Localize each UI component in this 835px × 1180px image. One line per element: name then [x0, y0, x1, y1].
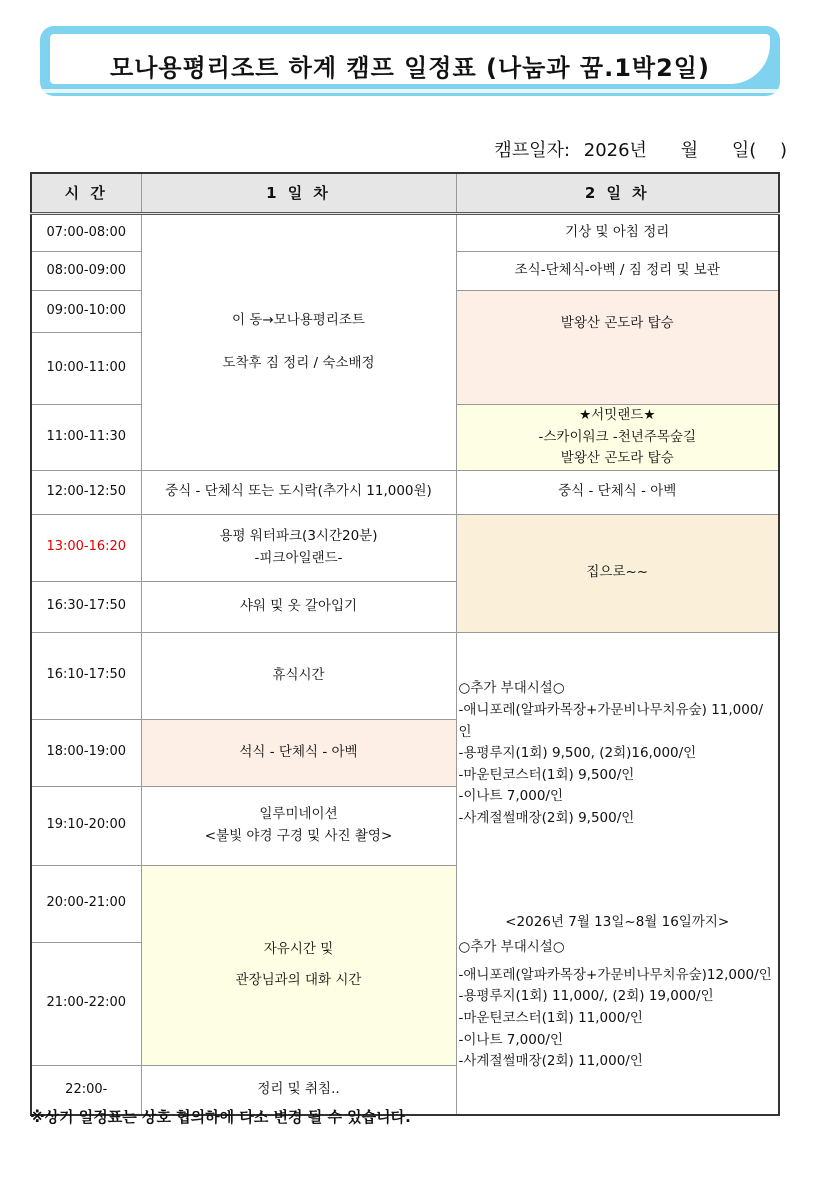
- day2-summit-line2: -스카이워크 -천년주목숲길: [538, 428, 696, 445]
- facility1-item: -마운틴코스터(1회) 9,500/인: [458, 766, 635, 783]
- day2-lunch: 중식 - 단체식 - 아벡: [456, 470, 779, 514]
- time-cell: 09:00-10:00: [31, 291, 141, 333]
- day1-move-line1: 이 동→모나용평리조트: [232, 311, 365, 328]
- table-row: [31, 214, 779, 252]
- facility1-item: -사계절썰매장(2회) 9,500/인: [458, 809, 635, 826]
- day2-summit: [456, 405, 779, 471]
- time-cell: 07:00-08:00: [31, 214, 141, 252]
- day2-facilities: [456, 632, 779, 1115]
- day2-home: 집으로~~: [456, 514, 779, 632]
- time-cell-highlight: 13:00-16:20: [31, 514, 141, 581]
- day1-move-line2: 도착후 짐 정리 / 숙소배정: [222, 355, 375, 372]
- day1-waterpark-line2: -피크아일랜드-: [254, 549, 343, 566]
- header-day2: 2 일 차: [456, 173, 779, 214]
- banner-stripe: [40, 89, 780, 93]
- time-cell: 22:00-: [31, 1065, 141, 1115]
- day1-waterpark: [141, 514, 456, 581]
- day1-free-line2: 관장님과의 대화 시간: [235, 972, 362, 989]
- time-cell: 16:30-17:50: [31, 581, 141, 632]
- time-cell: 11:00-11:30: [31, 405, 141, 471]
- facility2-title: ○추가 부대시설○: [458, 939, 565, 956]
- header-time: 시 간: [31, 173, 141, 214]
- facility-period: <2026년 7월 13일~8월 16일까지>: [505, 913, 730, 930]
- day1-rest: 휴식시간: [141, 632, 456, 719]
- table-row: [31, 514, 779, 581]
- facility2-item: -이나트 7,000/인: [458, 1031, 564, 1048]
- header-day1: 1 일 차: [141, 173, 456, 214]
- table-row: [31, 470, 779, 514]
- time-cell: 16:10-17:50: [31, 632, 141, 719]
- header-row: [31, 173, 779, 214]
- schedule-table: [30, 172, 780, 1116]
- time-cell: 10:00-11:00: [31, 333, 141, 405]
- day1-sleep: 정리 및 취침..: [141, 1065, 456, 1115]
- day1-shower: 샤워 및 옷 갈아입기: [141, 581, 456, 632]
- day1-dinner: 석식 - 단체식 - 아벡: [141, 719, 456, 786]
- facility2-item: -사계절썰매장(2회) 11,000/인: [458, 1053, 643, 1070]
- day1-lunch: 중식 - 단체식 또는 도시락(추가시 11,000원): [141, 470, 456, 514]
- facility1-item: -용평루지(1회) 9,500, (2회)16,000/인: [458, 745, 697, 762]
- camp-date: [494, 136, 787, 162]
- camp-date-month: 월: [680, 140, 699, 161]
- footnote: ※상기 일정표는 상호 협의하에 다소 변경 될 수 있습니다.: [30, 1108, 411, 1126]
- table-row: [31, 632, 779, 719]
- page-title: 모나용평리조트 하계 캠프 일정표 (나눔과 꿈.1박2일): [110, 54, 710, 82]
- time-cell: 19:10-20:00: [31, 786, 141, 865]
- day2-breakfast: 조식-단체식-아벡 / 짐 정리 및 보관: [456, 252, 779, 291]
- time-cell: 12:00-12:50: [31, 470, 141, 514]
- day2-gondola: 발왕산 곤도라 탑승: [456, 291, 779, 405]
- time-cell: 08:00-09:00: [31, 252, 141, 291]
- title-banner-inner: [50, 34, 770, 84]
- camp-date-year: 2026년: [583, 140, 647, 161]
- facility1-item: -이나트 7,000/인: [458, 788, 564, 805]
- day2-wake: 기상 및 아침 정리: [456, 214, 779, 252]
- day1-waterpark-line1: 용평 워터파크(3시간20분): [219, 528, 378, 545]
- time-cell: 18:00-19:00: [31, 719, 141, 786]
- facility1-item: -애니포레(알파카목장+가문비나무치유숲) 11,000/인: [458, 701, 763, 740]
- day2-summit-line1: ★서밋랜드★: [579, 407, 656, 423]
- title-banner: [40, 26, 780, 96]
- camp-date-day: 일(: [731, 140, 757, 161]
- day1-illumination-line2: <불빛 야경 구경 및 사진 촬영>: [204, 827, 393, 844]
- day1-move: [141, 214, 456, 471]
- facility1-title: ○추가 부대시설○: [458, 680, 565, 697]
- day1-illumination-line1: 일루미네이션: [259, 806, 338, 823]
- facility2-item: -애니포레(알파카목장+가문비나무치유숲)12,000/인: [458, 966, 772, 983]
- camp-date-close: ): [779, 140, 787, 161]
- time-cell: 21:00-22:00: [31, 942, 141, 1065]
- day1-free-time: [141, 865, 456, 1065]
- facility2-item: -마운틴코스터(1회) 11,000/인: [458, 1009, 643, 1026]
- time-cell: 20:00-21:00: [31, 865, 141, 942]
- day1-illumination: [141, 786, 456, 865]
- day1-free-line1: 자유시간 및: [263, 940, 334, 957]
- camp-date-label: 캠프일자:: [494, 140, 571, 161]
- facility2-item: -용평루지(1회) 11,000/, (2회) 19,000/인: [458, 988, 714, 1005]
- day2-summit-line3: 발왕산 곤도라 탑승: [560, 450, 674, 467]
